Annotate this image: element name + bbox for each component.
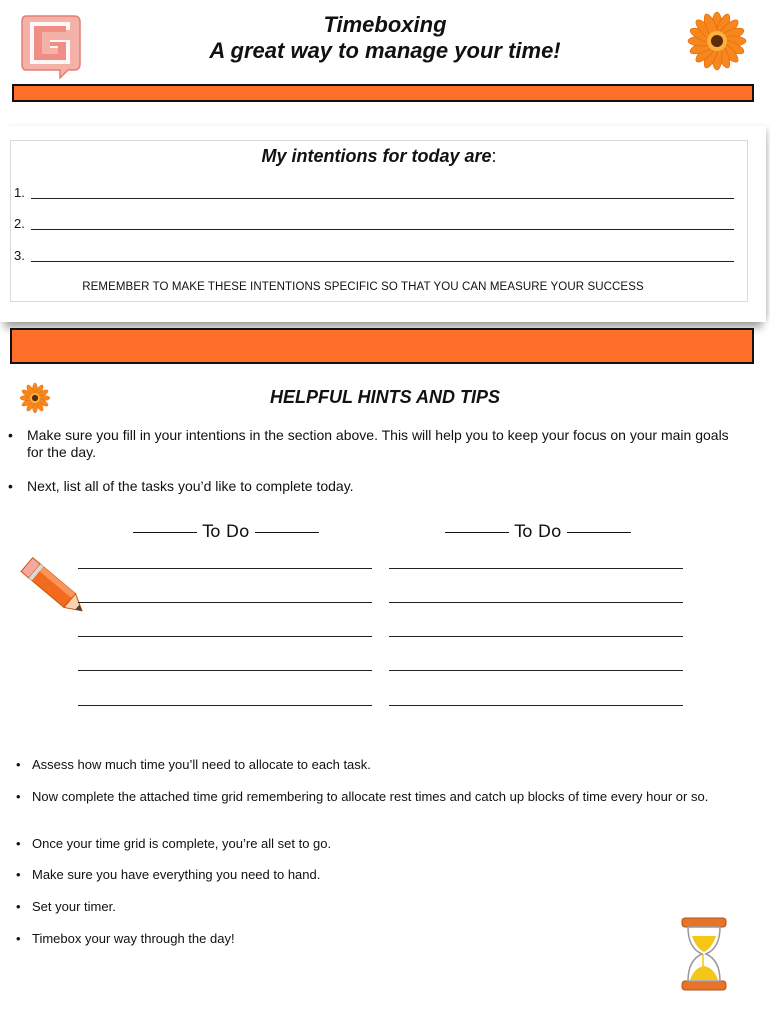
todo-line-right-4[interactable]	[389, 670, 683, 671]
g-logo-icon	[20, 14, 82, 80]
todo-line-right-1[interactable]	[389, 568, 683, 569]
intentions-title-text: My intentions for today are	[261, 146, 492, 166]
todo-heading-left	[126, 522, 326, 542]
list-item	[16, 899, 756, 915]
todo-line-right-3[interactable]	[389, 636, 683, 637]
gerbera-flower-icon	[19, 382, 51, 414]
write-line	[31, 261, 734, 262]
hourglass-icon	[680, 916, 728, 992]
list-item	[8, 478, 738, 496]
hint-text: Next, list all of the tasks you’d like to complete today.	[27, 478, 354, 494]
section-divider-bar	[10, 328, 754, 364]
bullet-icon: •	[8, 478, 13, 494]
list-item	[16, 757, 756, 773]
hint-text: Assess how much time you’ll need to allocate to each task.	[32, 757, 371, 772]
bullet-icon: •	[16, 899, 21, 914]
intentions-reminder: REMEMBER TO MAKE THESE INTENTIONS SPECIFIC SO THAT YOU CAN MEASURE YOUR SUCCESS	[82, 281, 644, 293]
todo-line-left-4[interactable]	[78, 670, 372, 671]
bullet-icon: •	[16, 867, 21, 882]
list-item	[16, 867, 756, 883]
pencil-icon	[16, 552, 96, 626]
write-line	[31, 229, 734, 230]
hint-text: Make sure you have everything you need to hand.	[32, 867, 321, 882]
heading-dash	[567, 532, 631, 533]
intention-line-1[interactable]	[14, 185, 736, 203]
todo-label: To Do	[202, 522, 250, 542]
hint-text: Once your time grid is complete, you’re all set to go.	[32, 836, 332, 851]
intentions-title-colon: :	[491, 146, 497, 166]
bullet-icon: •	[16, 836, 21, 851]
write-line	[31, 198, 734, 199]
list-item	[16, 836, 756, 852]
bullet-icon: •	[8, 427, 13, 443]
bullet-icon: •	[16, 757, 21, 772]
bullet-icon: •	[16, 931, 21, 946]
intention-number: 3.	[14, 248, 25, 263]
list-item	[8, 427, 738, 463]
hint-text: Make sure you fill in your intentions in the section above. This will help you to keep your focus on your main goals for the day.	[27, 427, 729, 460]
todo-heading-right	[438, 522, 638, 542]
gerbera-flower-icon	[686, 10, 748, 72]
bullet-icon: •	[16, 789, 21, 804]
todo-line-left-3[interactable]	[78, 636, 372, 637]
intention-line-2[interactable]	[14, 216, 736, 234]
page-title: Timeboxing	[323, 12, 447, 37]
todo-line-left-1[interactable]	[78, 568, 372, 569]
heading-dash	[255, 532, 319, 533]
intention-number: 2.	[14, 216, 25, 231]
heading-dash	[133, 532, 197, 533]
todo-line-left-2[interactable]	[78, 602, 372, 603]
todo-label: To Do	[514, 522, 562, 542]
intentions-title	[10, 146, 748, 167]
todo-line-right-5[interactable]	[389, 705, 683, 706]
hints-title: HELPFUL HINTS AND TIPS	[269, 387, 500, 407]
todo-line-right-2[interactable]	[389, 602, 683, 603]
hint-text: Now complete the attached time grid remembering to allocate rest times and catch up blocks of time every hour or so.	[32, 789, 709, 804]
hint-text: Timebox your way through the day!	[32, 931, 235, 946]
header-divider-bar	[12, 84, 754, 102]
heading-dash	[445, 532, 509, 533]
hint-text: Set your timer.	[32, 899, 116, 914]
page-subtitle: A great way to manage your time!	[209, 38, 561, 63]
todo-line-left-5[interactable]	[78, 705, 372, 706]
list-item	[16, 931, 756, 947]
intention-line-3[interactable]	[14, 248, 736, 266]
intention-number: 1.	[14, 185, 25, 200]
list-item	[16, 789, 756, 821]
